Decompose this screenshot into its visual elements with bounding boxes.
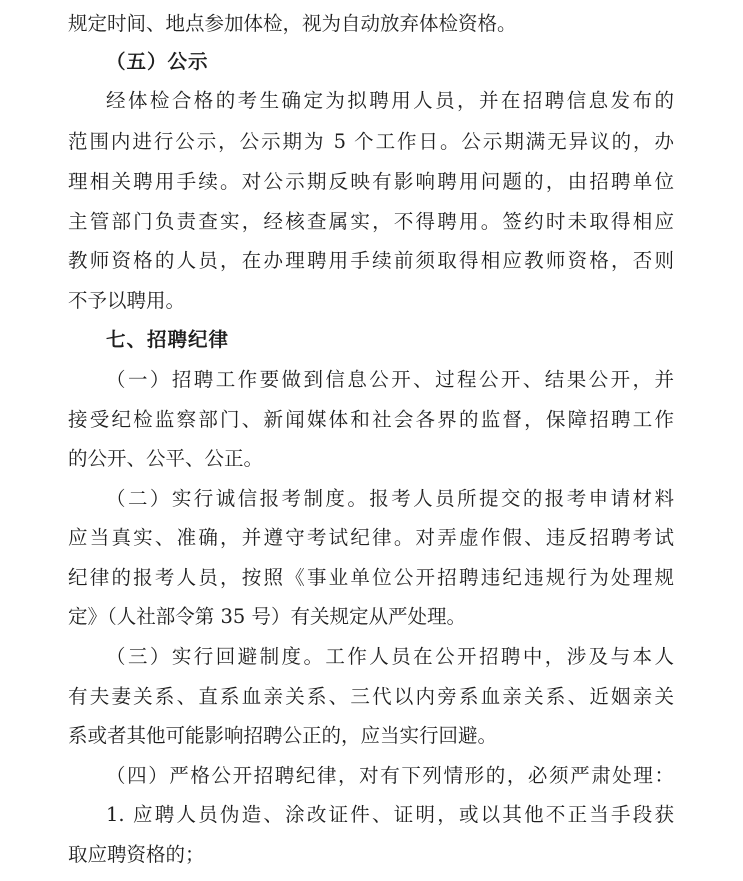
jilv-3-line-2: 有夫妻关系、直系血亲关系、三代以内旁系血亲关系、近姻亲关	[68, 685, 674, 708]
section-heading-jilv: 七、招聘纪律	[106, 328, 230, 351]
jilv-1-line-1: （一）招聘工作要做到信息公开、过程公开、结果公开，并	[106, 368, 674, 391]
jilv-2-line-3: 纪律的报考人员，按照《事业单位公开招聘违纪违规行为处理规	[68, 566, 674, 589]
jilv-3-line-3: 系或者其他可能影响招聘公正的，应当实行回避。	[68, 724, 498, 747]
jilv-1-line-2: 接受纪检监察部门、新闻媒体和社会各界的监督，保障招聘工作	[68, 408, 674, 431]
jilv-3-line-1: （三）实行回避制度。工作人员在公开招聘中，涉及与本人	[106, 645, 674, 668]
gongshi-line-5: 教师资格的人员，在办理聘用手续前须取得相应教师资格，否则	[68, 249, 674, 272]
jilv-4-line-1: （四）严格公开招聘纪律，对有下列情形的，必须严肃处理：	[106, 764, 674, 787]
jilv-2-line-2: 应当真实、准确，并遵守考试纪律。对弄虚作假、违反招聘考试	[68, 526, 674, 549]
paragraph-continuation-line: 规定时间、地点参加体检，视为自动放弃体检资格。	[68, 12, 517, 35]
jilv-2-line-4: 定》（人社部令第 35 号）有关规定从严处理。	[68, 605, 466, 628]
gongshi-line-2: 范围内进行公示，公示期为 5 个工作日。公示期满无异议的，办	[68, 130, 674, 153]
section-heading-gongshi: （五）公示	[106, 50, 209, 73]
gongshi-line-6: 不予以聘用。	[68, 289, 186, 312]
jilv-4-item-1-line-2: 取应聘资格的；	[68, 843, 205, 866]
gongshi-line-4: 主管部门负责查实，经核查属实，不得聘用。签约时未取得相应	[68, 210, 674, 233]
gongshi-line-1: 经体检合格的考生确定为拟聘用人员，并在招聘信息发布的	[106, 89, 674, 112]
gongshi-line-3: 理相关聘用手续。对公示期反映有影响聘用问题的，由招聘单位	[68, 170, 674, 193]
jilv-4-item-1-line-1: 1. 应聘人员伪造、涂改证件、证明，或以其他不正当手段获	[106, 803, 674, 826]
jilv-1-line-3: 的公开、公平、公正。	[68, 447, 264, 470]
jilv-2-line-1: （二）实行诚信报考制度。报考人员所提交的报考申请材料	[106, 487, 674, 510]
